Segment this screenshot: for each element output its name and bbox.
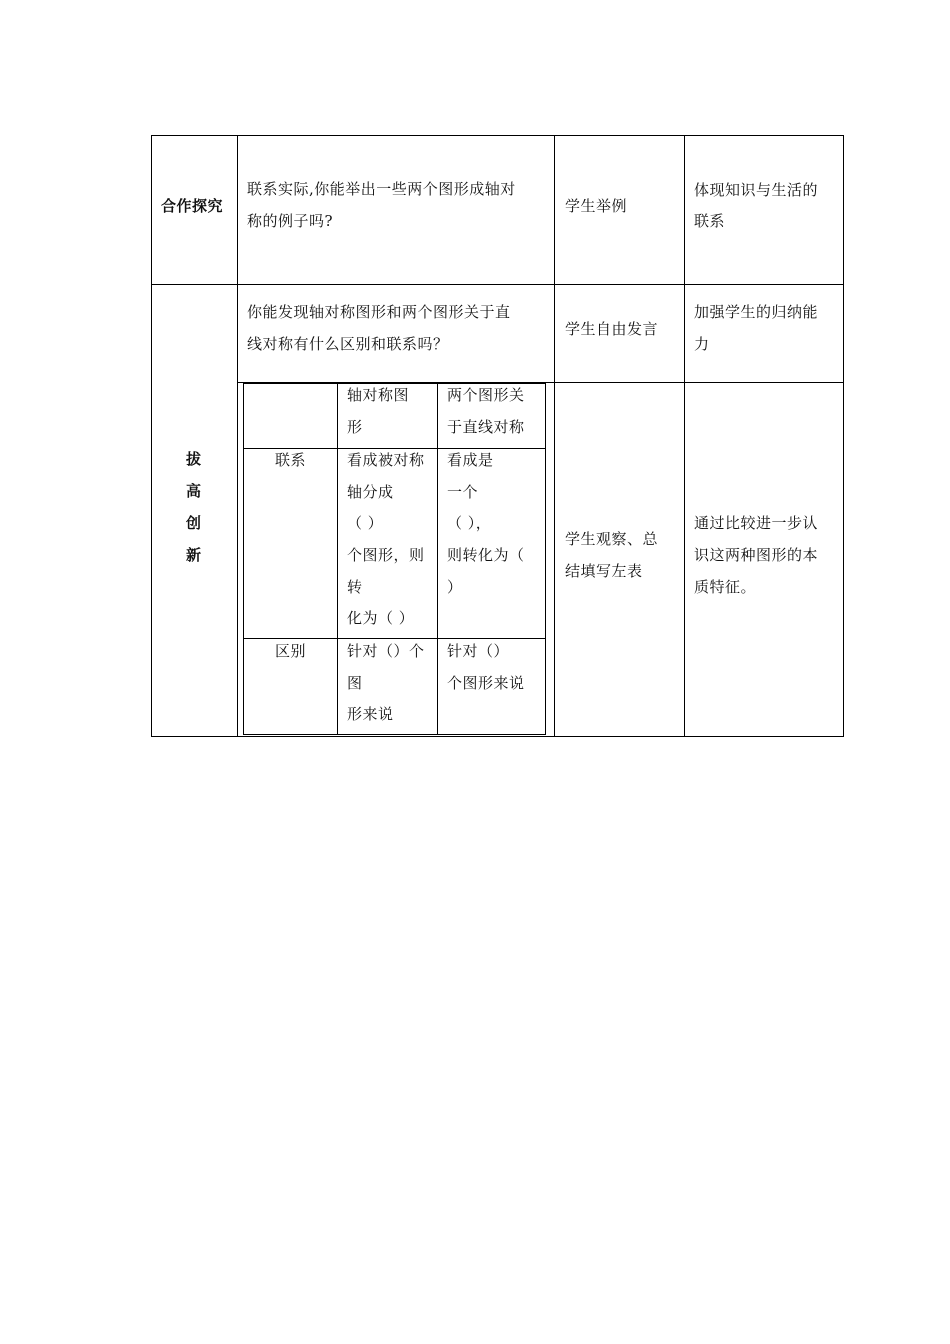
improve-content-line-1: 你能发现轴对称图形和两个图形关于直	[247, 303, 511, 321]
cooperate-purpose-line-1: 体现知识与生活的	[694, 181, 819, 199]
inner-difference-col2-line-2: 个图形来说	[447, 674, 525, 692]
inner-relation-col1-line-3: （ ）	[347, 514, 384, 532]
outer-border-bottom	[151, 736, 844, 737]
inner-difference-col2-line-1: 针对（）	[447, 642, 510, 660]
stage-improve-char-2: 高	[186, 482, 202, 500]
inner-relation-col1-line-1: 看成被对称	[347, 451, 425, 469]
cooperate-content-line-2: 称的例子吗?	[247, 212, 334, 230]
inner-relation-col2-line-5: ）	[447, 578, 463, 596]
inner-difference-col1-line-1: 针对（）个	[347, 642, 425, 660]
improve-activity: 学生自由发言	[565, 320, 659, 338]
inner-row-label-difference: 区别	[275, 642, 307, 660]
inner-header-col2-line-1: 两个图形关	[447, 386, 525, 404]
col-divider-2	[554, 135, 555, 737]
stage-cooperate: 合作探究	[161, 197, 224, 215]
cooperate-purpose-line-2: 联系	[694, 212, 726, 230]
improve-content-line-2: 线对称有什么区别和联系吗？	[247, 335, 449, 353]
inner-difference-col1-line-2: 图	[347, 674, 363, 692]
inner-row-label-relation: 联系	[275, 451, 307, 469]
improve-purpose-line-1: 加强学生的归纳能	[694, 303, 819, 321]
inner-header-col1-line-2: 形	[347, 418, 363, 436]
inner-border-right	[545, 383, 546, 735]
improve-purpose2-line-3: 质特征。	[694, 578, 757, 596]
stage-improve-char-1: 拔	[186, 450, 202, 468]
improve-activity2-line-1: 学生观察、总	[565, 530, 659, 548]
row-divider-1	[151, 284, 844, 285]
stage-improve-char-3: 创	[186, 514, 202, 532]
inner-border-left	[243, 383, 244, 735]
inner-header-col1-line-1: 轴对称图	[347, 386, 410, 404]
inner-relation-col1-line-5: 转	[347, 578, 363, 596]
outer-border-right	[843, 135, 844, 737]
improve-purpose-line-2: 力	[694, 335, 710, 353]
outer-border-top	[151, 135, 844, 136]
inner-header-col2-line-2: 于直线对称	[447, 418, 525, 436]
col-divider-1	[237, 135, 238, 737]
inner-border-bottom	[243, 734, 546, 735]
inner-col-divider-1	[337, 383, 338, 735]
inner-relation-col2-line-4: 则转化为（	[447, 546, 525, 564]
improve-purpose2-line-2: 识这两种图形的本	[694, 546, 819, 564]
inner-relation-col2-line-1: 看成是	[447, 451, 494, 469]
improve-purpose2-line-1: 通过比较进一步认	[694, 514, 819, 532]
stage-improve-char-4: 新	[186, 546, 202, 564]
inner-relation-col2-line-2: 一个	[447, 483, 479, 501]
improve-activity2-line-2: 结填写左表	[565, 562, 643, 580]
inner-relation-col2-line-3: （ ），	[447, 514, 492, 532]
inner-relation-col1-line-6: 化为（ ）	[347, 609, 415, 627]
cooperate-activity: 学生举例	[565, 197, 628, 215]
inner-difference-col1-line-3: 形来说	[347, 705, 394, 723]
col-divider-3	[684, 135, 685, 737]
outer-border-left	[151, 135, 152, 737]
cooperate-content-line-1: 联系实际,你能举出一些两个图形成轴对	[247, 180, 516, 198]
inner-relation-col1-line-2: 轴分成	[347, 483, 394, 501]
inner-col-divider-2	[437, 383, 438, 735]
inner-relation-col1-line-4: 个图形，则	[347, 546, 425, 564]
